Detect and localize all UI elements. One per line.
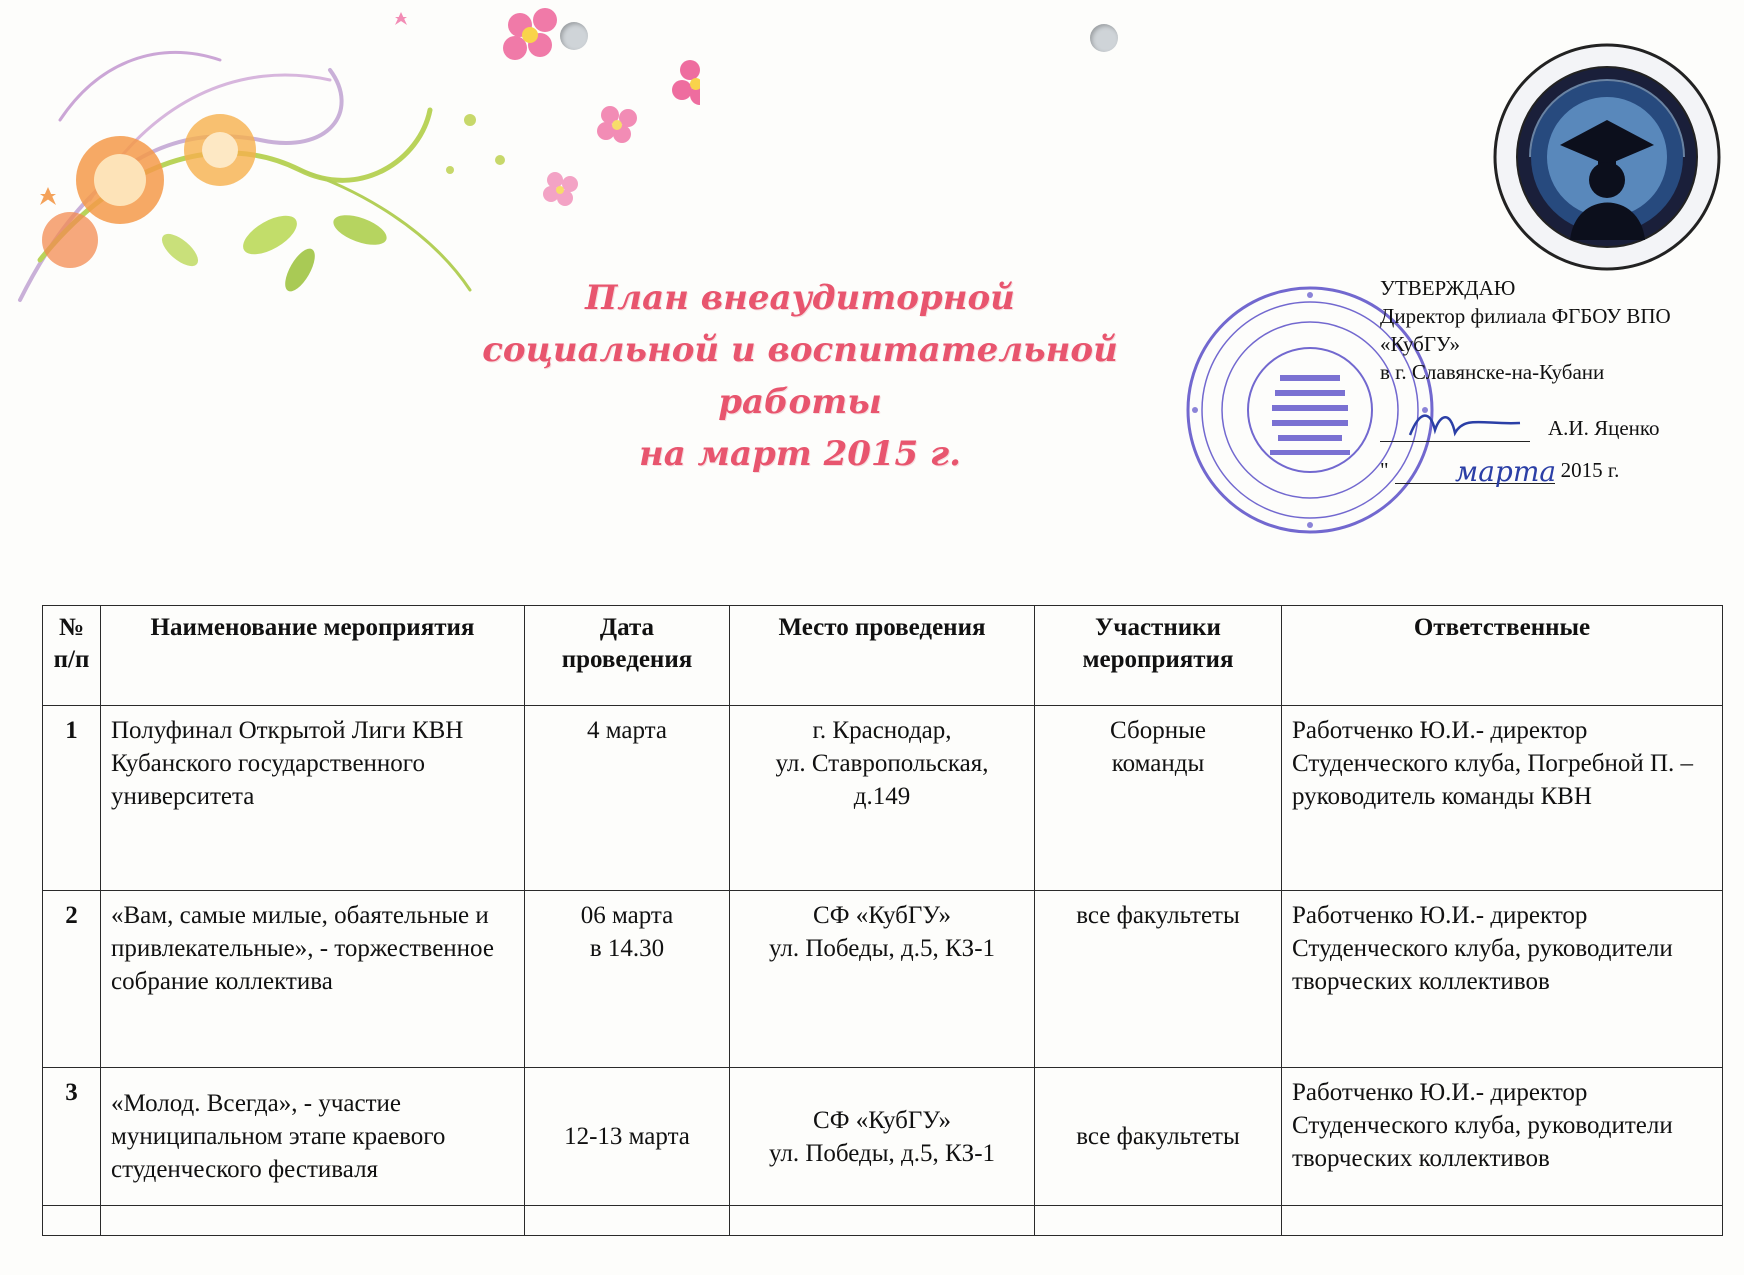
- row-event-name: «Вам, самые милые, обаятельные и привлекательные», - торжественное собрание коллектива: [101, 891, 525, 1068]
- title-line-2: социальной и воспитательной работы: [482, 330, 1118, 422]
- row-responsible: Работченко Ю.И.- директор Студенческого клуба, Погребной П. – руководитель команды КВН: [1282, 706, 1723, 891]
- place-line: СФ «КубГУ»: [813, 1106, 951, 1134]
- handwritten-signature: [1405, 405, 1525, 445]
- row-place: [730, 891, 1035, 1068]
- row-num: 1: [43, 706, 101, 891]
- header-responsible: Ответственные: [1282, 606, 1723, 706]
- punch-hole: [560, 22, 588, 50]
- approval-heading: УТВЕРЖДАЮ: [1380, 276, 1516, 300]
- participants-line: Сборные: [1110, 717, 1206, 744]
- place-line: д.149: [853, 783, 911, 810]
- place-line: ул. Победы, д.5, КЗ-1: [768, 1139, 996, 1167]
- row-num: 3: [43, 1068, 101, 1206]
- header-place: Место проведения: [730, 606, 1035, 706]
- header-participants: Участники мероприятия: [1035, 606, 1282, 706]
- date-line: 06 марта: [580, 902, 674, 929]
- flower-icon: [503, 8, 557, 60]
- place-line: СФ «КубГУ»: [813, 902, 951, 929]
- star-icon: [40, 187, 56, 205]
- header-name: Наименование мероприятия: [101, 606, 525, 706]
- table-row: [43, 1068, 1723, 1206]
- row-event-name: Полуфинал Открытой Лиги КВН Кубанского государственного университета: [101, 706, 525, 891]
- document-title: [420, 272, 1180, 480]
- row-date: 4 марта: [525, 706, 730, 891]
- place-line: ул. Победы, д.5, КЗ-1: [768, 935, 996, 962]
- date-line: в 14.30: [589, 935, 665, 962]
- participants-line: команды: [1111, 750, 1205, 777]
- row-responsible: Работченко Ю.И.- директор Студенческого клуба, руководители творческих коллективов: [1282, 1068, 1723, 1206]
- place-line: г. Краснодар,: [812, 717, 952, 744]
- place-line: ул. Ставропольская,: [775, 750, 989, 777]
- approval-block: [1380, 274, 1720, 484]
- approval-line-3: в г. Славянске-на-Кубани: [1380, 360, 1605, 384]
- table-row: [43, 706, 1723, 891]
- title-line-3: на март 2015 г.: [638, 434, 962, 474]
- row-responsible: Работченко Ю.И.- директор Студенческого клуба, руководители творческих коллективов: [1282, 891, 1723, 1068]
- approval-line-2: «КубГУ»: [1380, 332, 1461, 356]
- date-year: 2015 г.: [1560, 458, 1620, 482]
- table-header-row: [43, 606, 1723, 706]
- row-participants: [1035, 706, 1282, 891]
- row-place: [730, 706, 1035, 891]
- header-date: Дата проведения: [525, 606, 730, 706]
- university-emblem-icon: [1490, 40, 1725, 275]
- table-row-empty: [43, 1206, 1723, 1236]
- signer-name: А.И. Яценко: [1548, 416, 1660, 440]
- row-event-name: «Молод. Всегда», - участие муниципальном этапе краевого студенческого фестиваля: [101, 1068, 525, 1206]
- handwritten-date: марта: [1455, 455, 1557, 488]
- date-quote: ": [1380, 458, 1389, 482]
- row-participants: все факультеты: [1035, 891, 1282, 1068]
- row-date: [525, 891, 730, 1068]
- row-date: 12-13 марта: [525, 1068, 730, 1206]
- punch-hole: [1090, 24, 1118, 52]
- row-num: 2: [43, 891, 101, 1068]
- table-row: [43, 891, 1723, 1068]
- approval-line-1: Директор филиала ФГБОУ ВПО: [1380, 304, 1671, 328]
- title-line-1: План внеаудиторной: [585, 278, 1015, 318]
- row-place: [730, 1068, 1035, 1206]
- plan-table: [42, 605, 1723, 1236]
- header-num: № п/п: [43, 606, 101, 706]
- row-participants: все факультеты: [1035, 1068, 1282, 1206]
